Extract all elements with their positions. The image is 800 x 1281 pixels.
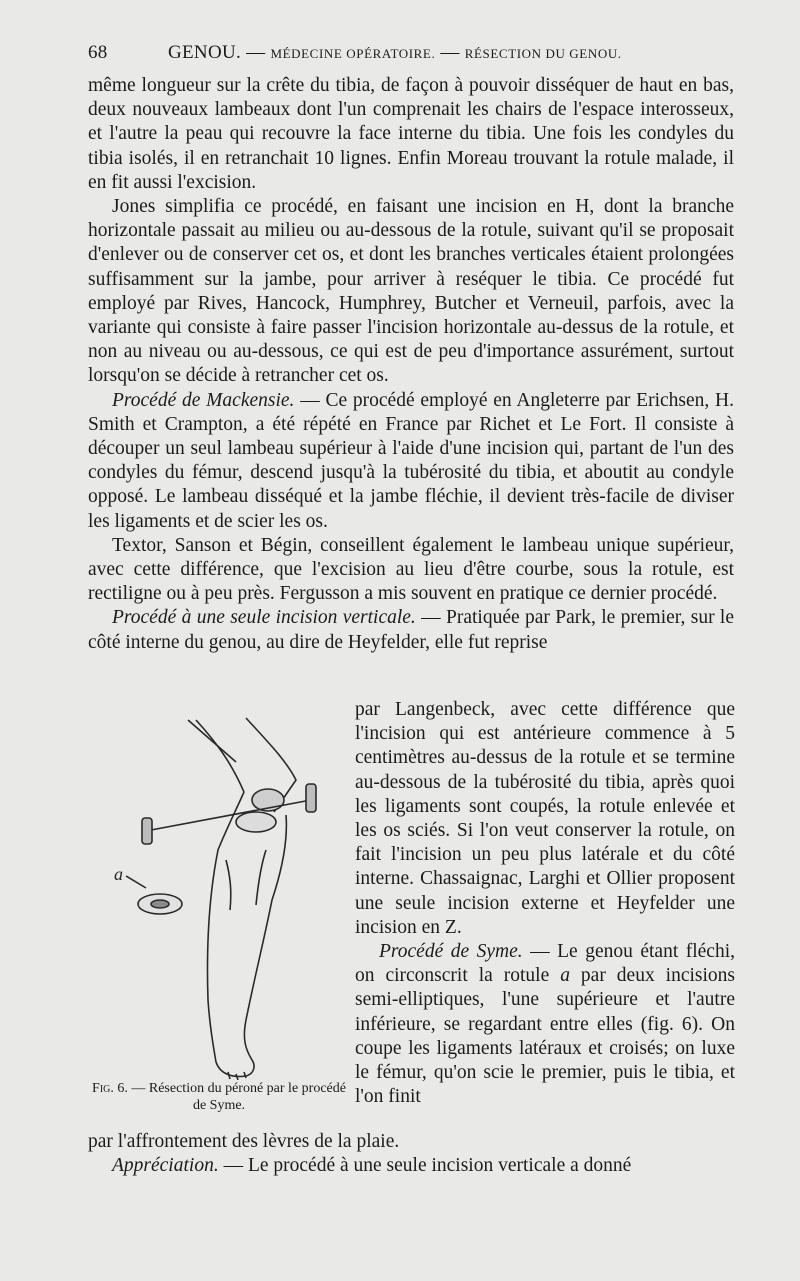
running-header — [88, 42, 738, 70]
heading-incision-verticale: Procédé à une seule incision verticale. — [112, 607, 416, 629]
paragraph-6-end: par l'affrontement des lèvres de la plaie. — [88, 1131, 400, 1152]
figure-caption-text: — Résection du péroné par le procédé de Syme. — [127, 1081, 346, 1113]
paragraph-5-continued: par Langenbeck, avec cette différence que l'incision qui est antérieure commence à 5 centimètres au-dessus de la rotule et se termine au-dessous de la tubérosité du tibia, après quoi les ligaments sont coupés, la rotule enlevée et les os sciés. Si l'on veut conserver la rotule, on fait l'incision un peu plus latérale et du côté interne. Chassaignac, Larghi et Ollier proposent une seule incision externe et Heyfelder une incision en Z. — [355, 699, 735, 938]
heading-appreciation: Appréciation. — [112, 1155, 219, 1177]
running-title: GENOU. — MÉDECINE OPÉRATOIRE. — RÉSECTION DU GENOU. — [168, 42, 622, 63]
paragraph-3: Procédé de Mackensie. — Ce procédé employé en Angleterre par Erichsen, H. Smith et Crampton, a été répété en France par Richet et Le Fort. Il consiste à découper un seul lambeau supérieur à l'aide d'une incision qui, partant de l'un des condyles du fémur, descend jusqu'à la tubérosité du tibia, et aboutit au condyle opposé. Le lambeau disséqué et la jambe fléchie, il devient très-facile de diviser les ligaments et de scier les os. — [88, 389, 734, 532]
heading-syme: Procédé de Syme. — [379, 941, 523, 963]
body-text-beside-figure — [355, 698, 735, 1109]
paragraph-7: Appréciation. — Le procédé à une seule incision verticale a donné — [112, 1155, 632, 1177]
heading-mackensie: Procédé de Mackensie. — [112, 389, 295, 411]
body-text-top — [88, 74, 734, 655]
leg-resection-drawing — [96, 700, 346, 1080]
paragraph-1: même longueur sur la crête du tibia, de façon à pouvoir disséquer de haut en bas, deux nouveaux lambeaux dont l'un comprenait les chairs de l'espace interosseux, et l'autre la peau qui recouvre la face interne du tibia. Une fois les condyles du tibia isolés, il en retranchait 10 lignes. Enfin Moreau trouvant la rotule malade, il en fit aussi l'excision. — [88, 75, 734, 193]
figure-6-illustration — [96, 700, 346, 1080]
paragraph-5: Procédé à une seule incision verticale. — Pratiquée par Park, le premier, sur le côté interne du genou, au dire de Heyfelder, elle fut reprise — [88, 607, 734, 653]
paragraph-6: Procédé de Syme. — Le genou étant fléchi, on circonscrit la rotule a par deux incisions semi-elliptiques, l'une supérieure et l'autre inférieure, se regardant entre elles (fig. 6). On coupe les ligaments latéraux et croisés; on luxe le fémur, qu'on scie le premier, puis le tibia, et l'on finit — [355, 941, 736, 1108]
page-number: 68 — [88, 42, 108, 63]
body-text-bottom — [88, 1130, 734, 1178]
paragraph-2: Jones simplifia ce procédé, en faisant une incision en H, dont la branche horizontale passait au milieu ou au-dessous de la rotule, suivant qu'il se proposait d'enlever ou de conserver cet os, et dont les branches verticales étaient prolongées suffisamment sur la jambe, pour arriver à reséquer le tibia. Ce procédé fut employé par Rives, Hancock, Humphrey, Butcher et Verneuil, parfois, avec la variante qui consiste à faire passer l'incision horizontale au-dessus de la rotule, et non au niveau ou au-dessous, ce qui est de peu d'importance assurément, surtout lorsqu'on se décide à retrancher cet os. — [88, 196, 734, 387]
paragraph-4: Textor, Sanson et Bégin, conseillent également le lambeau unique supérieur, avec cette différence, que l'excision au lieu d'être courbe, sous la rotule, est rectiligne ou à peu près. Fergusson a mis souvent en pratique ce dernier procédé. — [88, 534, 734, 605]
figure-caption — [88, 1080, 350, 1114]
figure-label: Fig. 6. — [92, 1081, 128, 1096]
label-a: a — [114, 864, 123, 884]
